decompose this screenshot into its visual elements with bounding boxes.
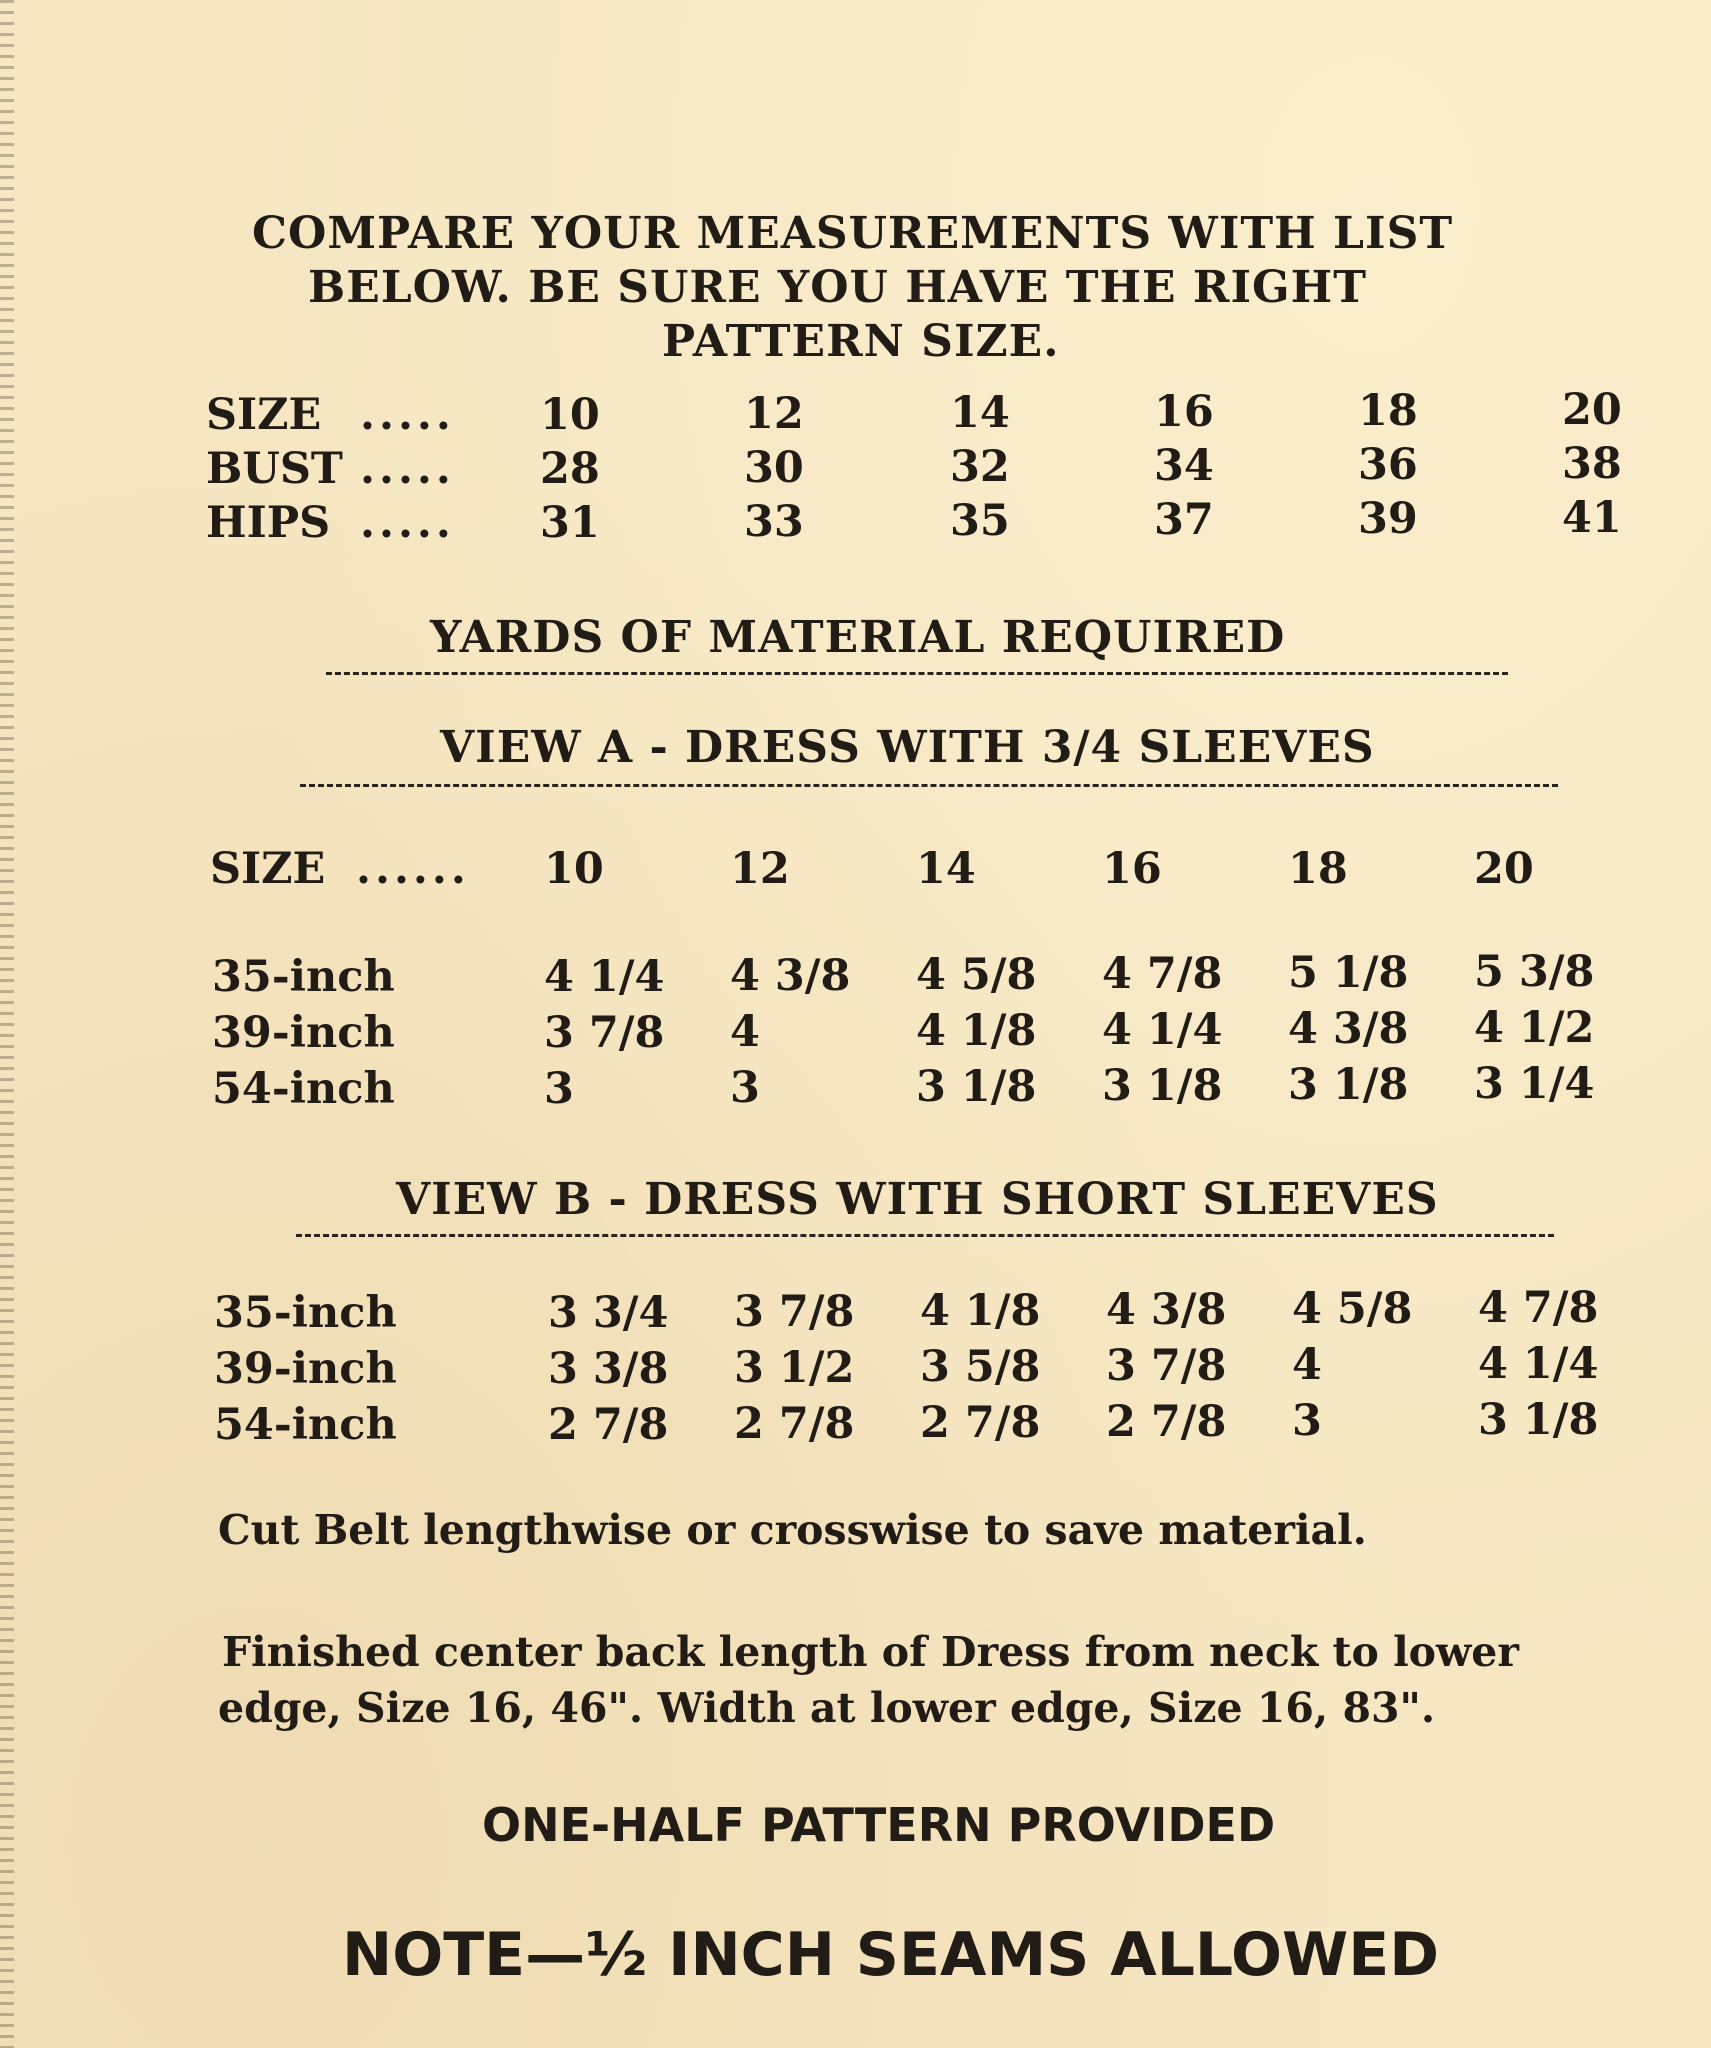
yardage-value: 5 3/8	[1474, 947, 1595, 997]
view-b-title: VIEW B - DRESS WITH SHORT SLEEVES	[396, 1174, 1439, 1225]
view-a-size-label: SIZE	[210, 844, 326, 894]
yardage-value: 3	[544, 1064, 574, 1114]
view-a-size-value: 18	[1288, 844, 1348, 894]
measurement-value: 18	[1358, 386, 1418, 436]
view-a-dashed-rule	[300, 784, 1558, 787]
one-half-pattern-note: ONE-HALF PATTERN PROVIDED	[482, 1798, 1276, 1852]
yards-required-title: YARDS OF MATERIAL REQUIRED	[430, 612, 1286, 663]
measurement-leader-dots: .....	[360, 390, 455, 440]
fabric-width-label: 54-inch	[214, 1400, 397, 1450]
measurement-row	[206, 493, 1666, 554]
torn-paper-edge	[0, 0, 14, 2048]
yardage-row	[214, 1283, 1664, 1344]
measurement-value: 30	[744, 443, 804, 493]
yardage-value: 4 1/2	[1474, 1003, 1595, 1053]
view-a-size-dots: ......	[356, 844, 470, 894]
fabric-width-label: 35-inch	[212, 952, 395, 1002]
yardage-row	[214, 1339, 1664, 1400]
measurement-value: 33	[744, 497, 804, 547]
yardage-value: 3 1/8	[1102, 1061, 1223, 1111]
measurement-value: 31	[540, 498, 600, 548]
yardage-value: 3 1/8	[916, 1062, 1037, 1112]
measurement-value: 32	[950, 442, 1010, 492]
header-line-1: COMPARE YOUR MEASUREMENTS WITH LIST	[252, 208, 1454, 259]
yardage-value: 2 7/8	[920, 1398, 1041, 1448]
yardage-value: 2 7/8	[1106, 1397, 1227, 1447]
yardage-value: 4 5/8	[916, 950, 1037, 1000]
measurement-label: BUST	[206, 444, 343, 494]
yardage-row	[212, 1059, 1662, 1120]
yardage-value: 5 1/8	[1288, 948, 1409, 998]
yardage-value: 2 7/8	[548, 1400, 669, 1450]
measurement-value: 39	[1358, 494, 1418, 544]
yardage-value: 4 3/8	[730, 951, 851, 1001]
yardage-value: 3 7/8	[544, 1008, 665, 1058]
yardage-value: 3 1/8	[1288, 1060, 1409, 1110]
measurement-value: 10	[540, 390, 600, 440]
measurement-label: SIZE	[206, 390, 322, 440]
yardage-value: 3 1/2	[734, 1343, 855, 1393]
yardage-value: 3 3/8	[548, 1344, 669, 1394]
view-b-dashed-rule	[296, 1234, 1554, 1237]
yardage-value: 3 5/8	[920, 1342, 1041, 1392]
measurement-value: 12	[744, 389, 804, 439]
yardage-value: 3 1/4	[1474, 1059, 1595, 1109]
yardage-value: 4 1/4	[1478, 1339, 1599, 1389]
measurement-row	[206, 439, 1666, 500]
seams-allowed-note: NOTE—½ INCH SEAMS ALLOWED	[342, 1920, 1439, 1990]
yardage-value: 3	[1292, 1396, 1322, 1446]
yardage-row	[214, 1395, 1664, 1456]
measurement-value: 28	[540, 444, 600, 494]
yardage-value: 4 3/8	[1106, 1285, 1227, 1335]
measurement-value: 35	[950, 496, 1010, 546]
yardage-value: 4 1/4	[1102, 1005, 1223, 1055]
header-line-2: BELOW. BE SURE YOU HAVE THE RIGHT	[308, 262, 1367, 313]
fabric-width-label: 39-inch	[212, 1008, 395, 1058]
fabric-width-label: 39-inch	[214, 1344, 397, 1394]
belt-note: Cut Belt lengthwise or crosswise to save material.	[218, 1506, 1367, 1554]
measurement-row	[206, 385, 1666, 446]
yardage-value: 3 3/4	[548, 1288, 669, 1338]
yardage-value: 4 1/8	[920, 1286, 1041, 1336]
measurement-value: 41	[1562, 493, 1622, 543]
yardage-value: 3	[730, 1063, 760, 1113]
yardage-value: 2 7/8	[734, 1399, 855, 1449]
fabric-width-label: 35-inch	[214, 1288, 397, 1338]
view-a-size-value: 12	[730, 844, 790, 894]
yardage-row	[212, 1003, 1662, 1064]
view-a-size-value: 20	[1474, 844, 1534, 894]
view-a-title: VIEW A - DRESS WITH 3/4 SLEEVES	[440, 722, 1375, 773]
view-a-size-value: 14	[916, 844, 976, 894]
header-line-3: PATTERN SIZE.	[662, 316, 1060, 367]
length-note-line-2: edge, Size 16, 46". Width at lower edge, Size 16, 83".	[218, 1684, 1436, 1732]
measurement-value: 14	[950, 388, 1010, 438]
view-a-size-value: 16	[1102, 844, 1162, 894]
yardage-value: 3 1/8	[1478, 1395, 1599, 1445]
yardage-value: 4 5/8	[1292, 1284, 1413, 1334]
measurement-value: 36	[1358, 440, 1418, 490]
measurement-value: 34	[1154, 441, 1214, 491]
measurement-leader-dots: .....	[360, 498, 455, 548]
yardage-row	[212, 947, 1662, 1008]
yardage-value: 3 7/8	[734, 1287, 855, 1337]
yardage-value: 4 3/8	[1288, 1004, 1409, 1054]
view-a-size-value: 10	[544, 844, 604, 894]
measurement-leader-dots: .....	[360, 444, 455, 494]
view-a-size-row	[210, 844, 1610, 900]
yardage-value: 4 7/8	[1478, 1283, 1599, 1333]
length-note-line-1: Finished center back length of Dress from neck to lower	[222, 1628, 1519, 1676]
yardage-value: 4 1/4	[544, 952, 665, 1002]
yardage-value: 4 1/8	[916, 1006, 1037, 1056]
fabric-width-label: 54-inch	[212, 1064, 395, 1114]
yardage-value: 4	[730, 1007, 760, 1057]
measurement-value: 16	[1154, 387, 1214, 437]
measurement-value: 37	[1154, 495, 1214, 545]
measurement-value: 20	[1562, 385, 1622, 435]
measurement-label: HIPS	[206, 498, 331, 548]
yardage-value: 4 7/8	[1102, 949, 1223, 999]
yards-title-dashed-rule	[326, 672, 1508, 675]
yardage-value: 3 7/8	[1106, 1341, 1227, 1391]
measurement-value: 38	[1562, 439, 1622, 489]
yardage-value: 4	[1292, 1340, 1322, 1390]
